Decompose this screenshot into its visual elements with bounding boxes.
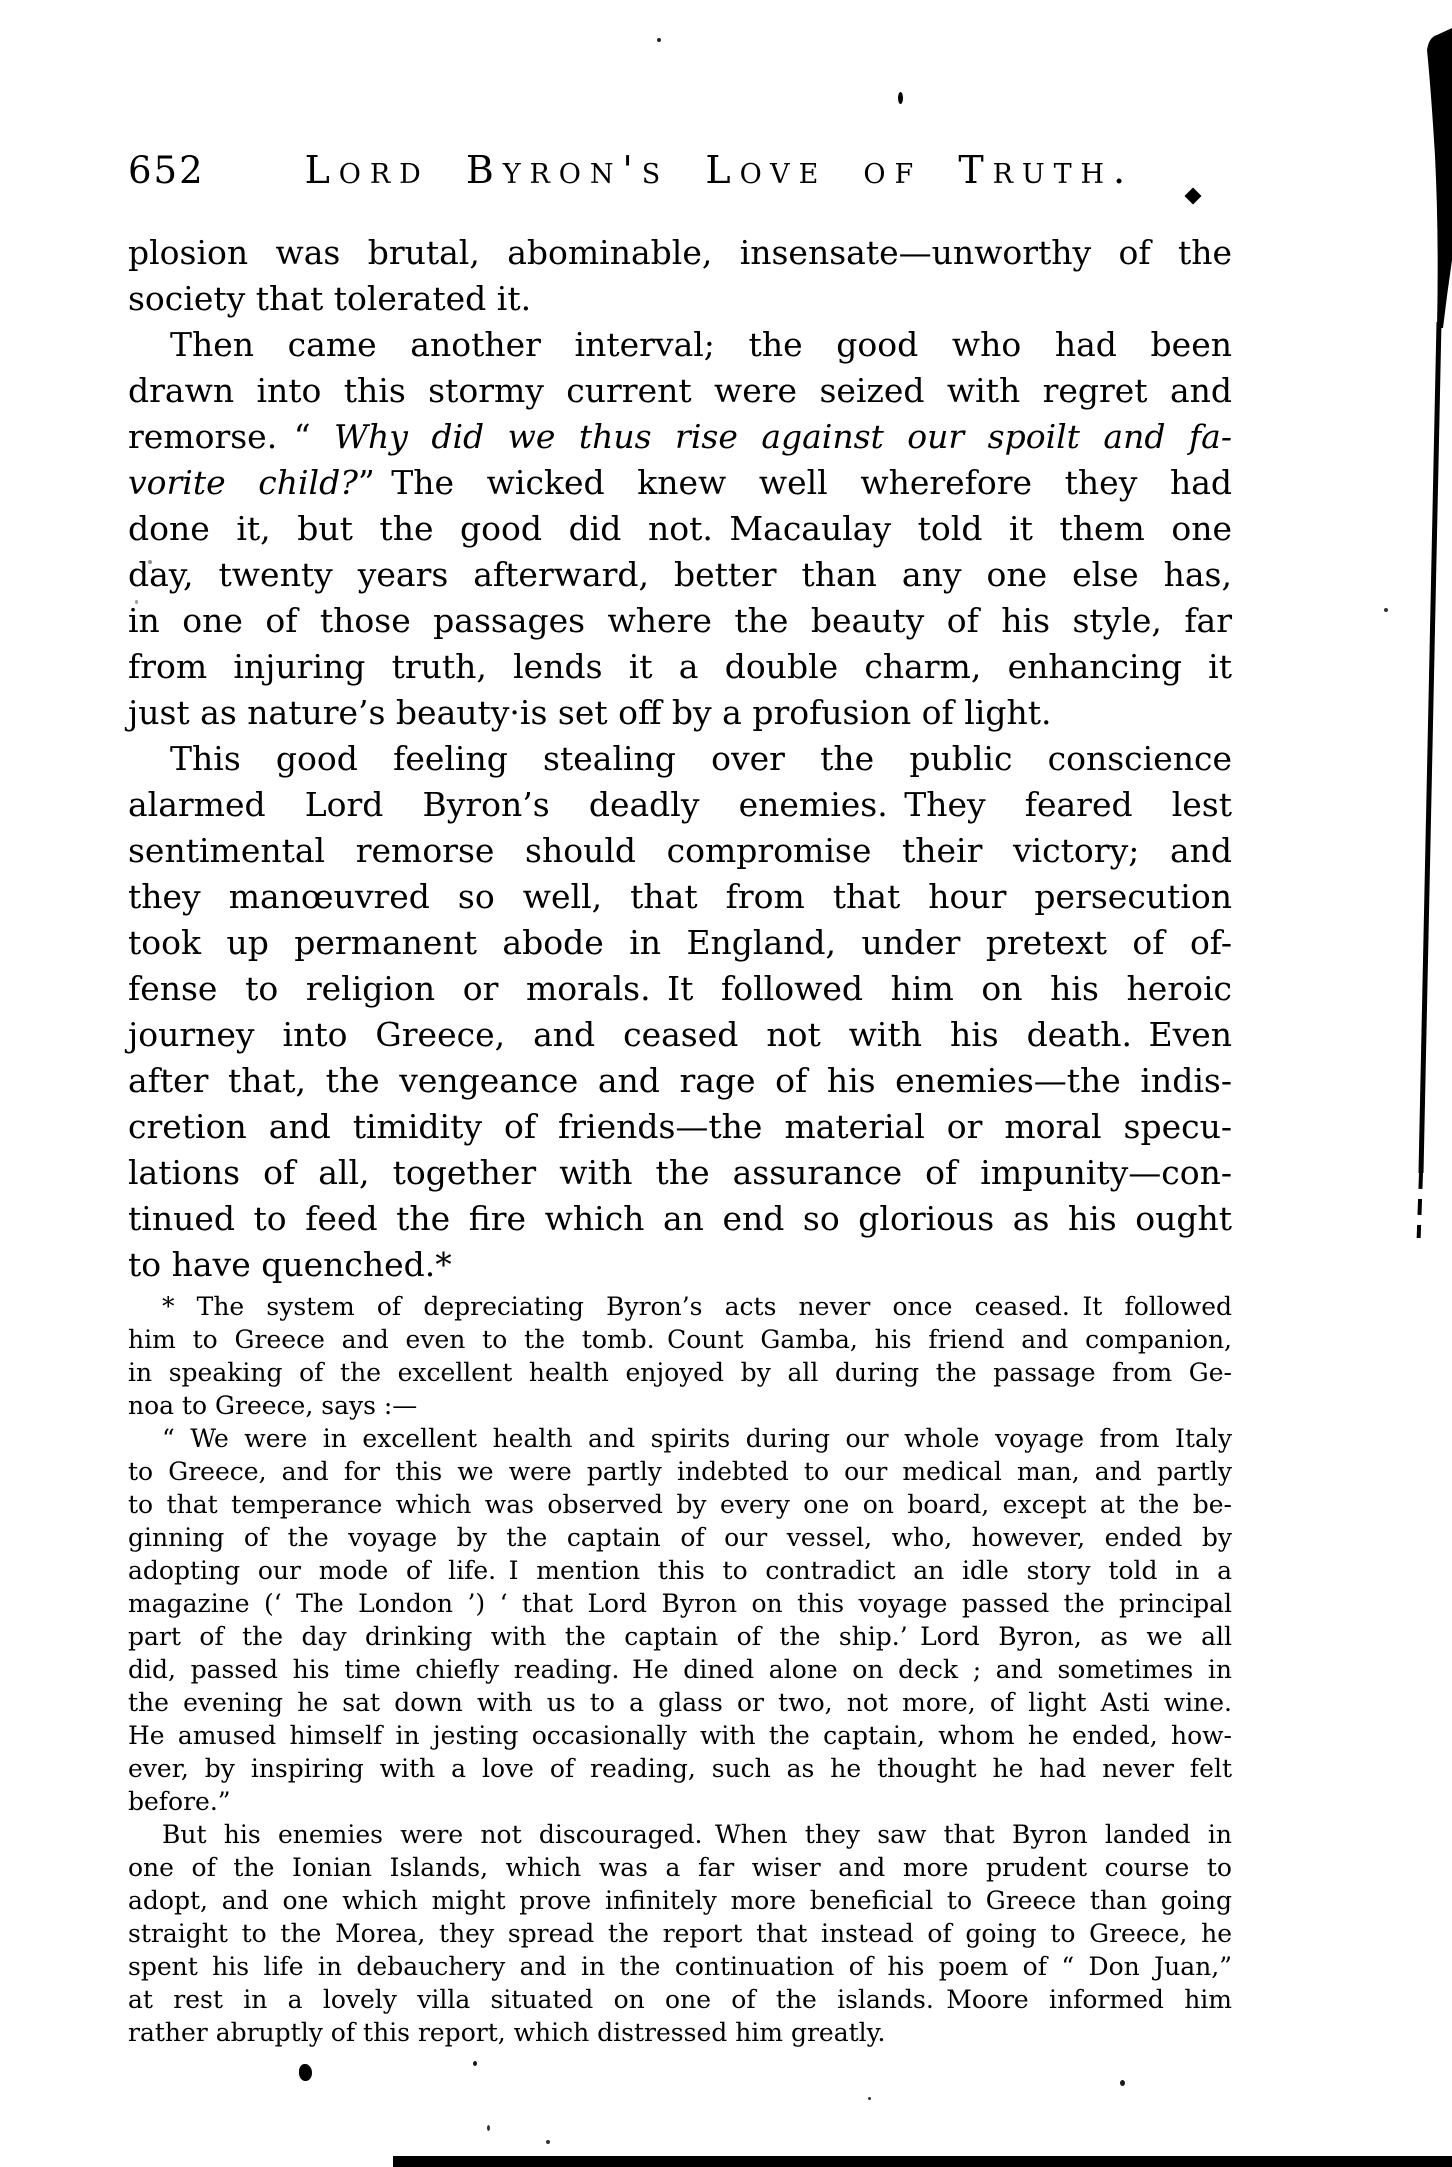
text-line — [128, 1554, 1232, 1587]
text-line — [128, 1455, 1232, 1488]
text-line — [128, 1521, 1232, 1554]
paragraph — [128, 322, 1232, 736]
body-text — [128, 230, 1232, 1288]
ink-speck — [1120, 2080, 1125, 2086]
text-line — [128, 1323, 1232, 1356]
text-line — [128, 230, 1232, 276]
text: to that temperance which was observed by every one on board, except at the be- — [128, 1490, 1232, 1519]
text: cretion and timidity of friends—the material or moral specu- — [128, 1107, 1232, 1146]
text: they manœuvred so well, that from that hour persecution — [128, 877, 1232, 916]
scan-bottom-bar-artifact — [393, 2156, 1452, 2167]
text: to have quenched.* — [128, 1245, 452, 1284]
text-line — [128, 1587, 1232, 1620]
text-line — [128, 644, 1232, 690]
text-line — [128, 874, 1232, 920]
text-line — [128, 1752, 1232, 1785]
text-line — [128, 1818, 1232, 1851]
text-line — [128, 2016, 1232, 2049]
text: in speaking of the excellent health enjoyed by all during the passage from Ge- — [128, 1358, 1232, 1387]
text: in one of those passages where the beauty of his style, far — [128, 601, 1232, 640]
running-title: Lord Byron's Love of Truth. — [304, 148, 1135, 192]
text-line — [128, 1785, 1232, 1818]
text: adopt, and one which might prove infinitely more beneficial to Greece than going — [128, 1886, 1232, 1915]
text: straight to the Morea, they spread the report that instead of going to Greece, he — [128, 1919, 1232, 1948]
text: just as nature’s beauty·is set off by a profusion of light. — [128, 693, 1052, 732]
text: before.” — [128, 1787, 231, 1816]
paragraph — [128, 230, 1232, 322]
text-line — [128, 1488, 1232, 1521]
ink-speck — [487, 2125, 490, 2131]
text-line — [128, 322, 1232, 368]
text: part of the day drinking with the captain of the ship.’ Lord Byron, as we all — [128, 1622, 1232, 1651]
ink-speck — [1384, 608, 1388, 612]
text-line — [128, 920, 1232, 966]
text: plosion was brutal, abominable, insensate—unworthy of the — [128, 233, 1232, 272]
text: sentimental remorse should compromise their victory; and — [128, 831, 1232, 870]
text-line — [128, 1917, 1232, 1950]
text: journey into Greece, and ceased not with his death. Even — [128, 1015, 1232, 1054]
text: Then came another interval; the good who had been — [170, 325, 1232, 364]
text-line — [128, 506, 1232, 552]
text: rather abruptly of this report, which distressed him greatly. — [128, 2018, 886, 2047]
paragraph — [128, 1422, 1232, 1818]
text: ginning of the voyage by the captain of our vessel, who, however, ended by — [128, 1523, 1232, 1552]
text: fense to religion or morals. It followed him on his heroic — [128, 969, 1232, 1008]
text: adopting our mode of life. I mention this to contradict an idle story told in a — [128, 1556, 1232, 1585]
text-line — [128, 1104, 1232, 1150]
text: drawn into this stormy current were seized with regret and — [128, 371, 1232, 410]
text: day, twenty years afterward, better than any one else has, — [128, 555, 1232, 594]
text-line — [128, 1851, 1232, 1884]
paragraph — [128, 736, 1232, 1288]
text-line — [128, 414, 1232, 460]
text: took up permanent abode in England, under pretext of of- — [128, 923, 1232, 962]
text: did, passed his time chiefly reading. He dined alone on deck ; and sometimes in — [128, 1655, 1232, 1684]
text-line — [128, 368, 1232, 414]
text: society that tolerated it. — [128, 279, 532, 318]
text-line — [128, 1653, 1232, 1686]
text: from injuring truth, lends it a double charm, enhancing it — [128, 647, 1232, 686]
text: He amused himself in jesting occasionally with the captain, whom he ended, how- — [128, 1721, 1232, 1750]
text: at rest in a lovely villa situated on one of the islands. Moore informed him — [128, 1985, 1232, 2014]
page-header — [128, 148, 1238, 192]
italic-text: vorite child? — [128, 463, 358, 502]
ink-speck — [546, 2140, 550, 2144]
text-line — [128, 1620, 1232, 1653]
text: to Greece, and for this we were partly indebted to our medical man, and partly — [128, 1457, 1232, 1486]
ink-speck — [868, 2097, 871, 2100]
page-number: 652 — [128, 149, 205, 192]
footnote-section — [128, 1290, 1232, 2049]
text-line — [128, 1983, 1232, 2016]
text: noa to Greece, says :— — [128, 1391, 418, 1420]
text: * The system of depreciating Byron’s acts never once ceased. It followed — [162, 1292, 1232, 1321]
text-line — [128, 690, 1232, 736]
text-line — [128, 1058, 1232, 1104]
text-line — [128, 966, 1232, 1012]
ink-speck — [657, 38, 661, 42]
text-line — [128, 598, 1232, 644]
text-line — [128, 1686, 1232, 1719]
text-line — [128, 1150, 1232, 1196]
text-line — [128, 276, 1232, 322]
paragraph — [128, 1818, 1232, 2049]
text: him to Greece and even to the tomb. Count Gamba, his friend and companion, — [128, 1325, 1232, 1354]
text: lations of all, together with the assurance of impunity—con- — [128, 1153, 1232, 1192]
scan-edge-artifact — [1406, 28, 1452, 1238]
ink-speck — [148, 560, 152, 564]
text-line — [128, 552, 1232, 598]
text-line — [128, 1389, 1232, 1422]
text: the evening he sat down with us to a glass or two, not more, of light Asti wine. — [128, 1688, 1232, 1717]
text-line — [128, 1290, 1232, 1323]
text-line — [128, 828, 1232, 874]
text: done it, but the good did not. Macaulay told it them one — [128, 509, 1232, 548]
text-line — [128, 1242, 1232, 1288]
text-line — [128, 1012, 1232, 1058]
text-line — [128, 1884, 1232, 1917]
ink-speck — [473, 2061, 477, 2066]
text: magazine (‘ The London ’) ‘ that Lord Byron on this voyage passed the principal — [128, 1589, 1232, 1618]
text-line — [128, 1422, 1232, 1455]
text-line — [128, 736, 1232, 782]
text: after that, the vengeance and rage of his enemies—the indis- — [128, 1061, 1232, 1100]
text: ” The wicked knew well wherefore they had — [357, 463, 1233, 502]
text-line — [128, 1719, 1232, 1752]
text-line — [128, 782, 1232, 828]
ink-speck — [299, 2064, 312, 2081]
ink-speck — [898, 92, 903, 104]
text: But his enemies were not discouraged. When they saw that Byron landed in — [162, 1820, 1232, 1849]
text: spent his life in debauchery and in the continuation of his poem of “ Don Juan,” — [128, 1952, 1232, 1981]
text: This good feeling stealing over the public conscience — [170, 739, 1232, 778]
text-line — [128, 1950, 1232, 1983]
text: tinued to feed the fire which an end so glorious as his ought — [128, 1199, 1232, 1238]
paragraph — [128, 1290, 1232, 1422]
text-line — [128, 1356, 1232, 1389]
italic-text: Why did we thus rise against our spoilt and fa- — [334, 417, 1232, 456]
text-line — [128, 460, 1232, 506]
ink-speck — [135, 600, 138, 604]
text: one of the Ionian Islands, which was a far wiser and more prudent course to — [128, 1853, 1232, 1882]
text: remorse. “ — [128, 417, 335, 456]
text: ever, by inspiring with a love of reading, such as he thought he had never felt — [128, 1754, 1232, 1783]
text: alarmed Lord Byron’s deadly enemies. They feared lest — [128, 785, 1232, 824]
text: “ We were in excellent health and spirits during our whole voyage from Italy — [162, 1424, 1232, 1453]
text-line — [128, 1196, 1232, 1242]
